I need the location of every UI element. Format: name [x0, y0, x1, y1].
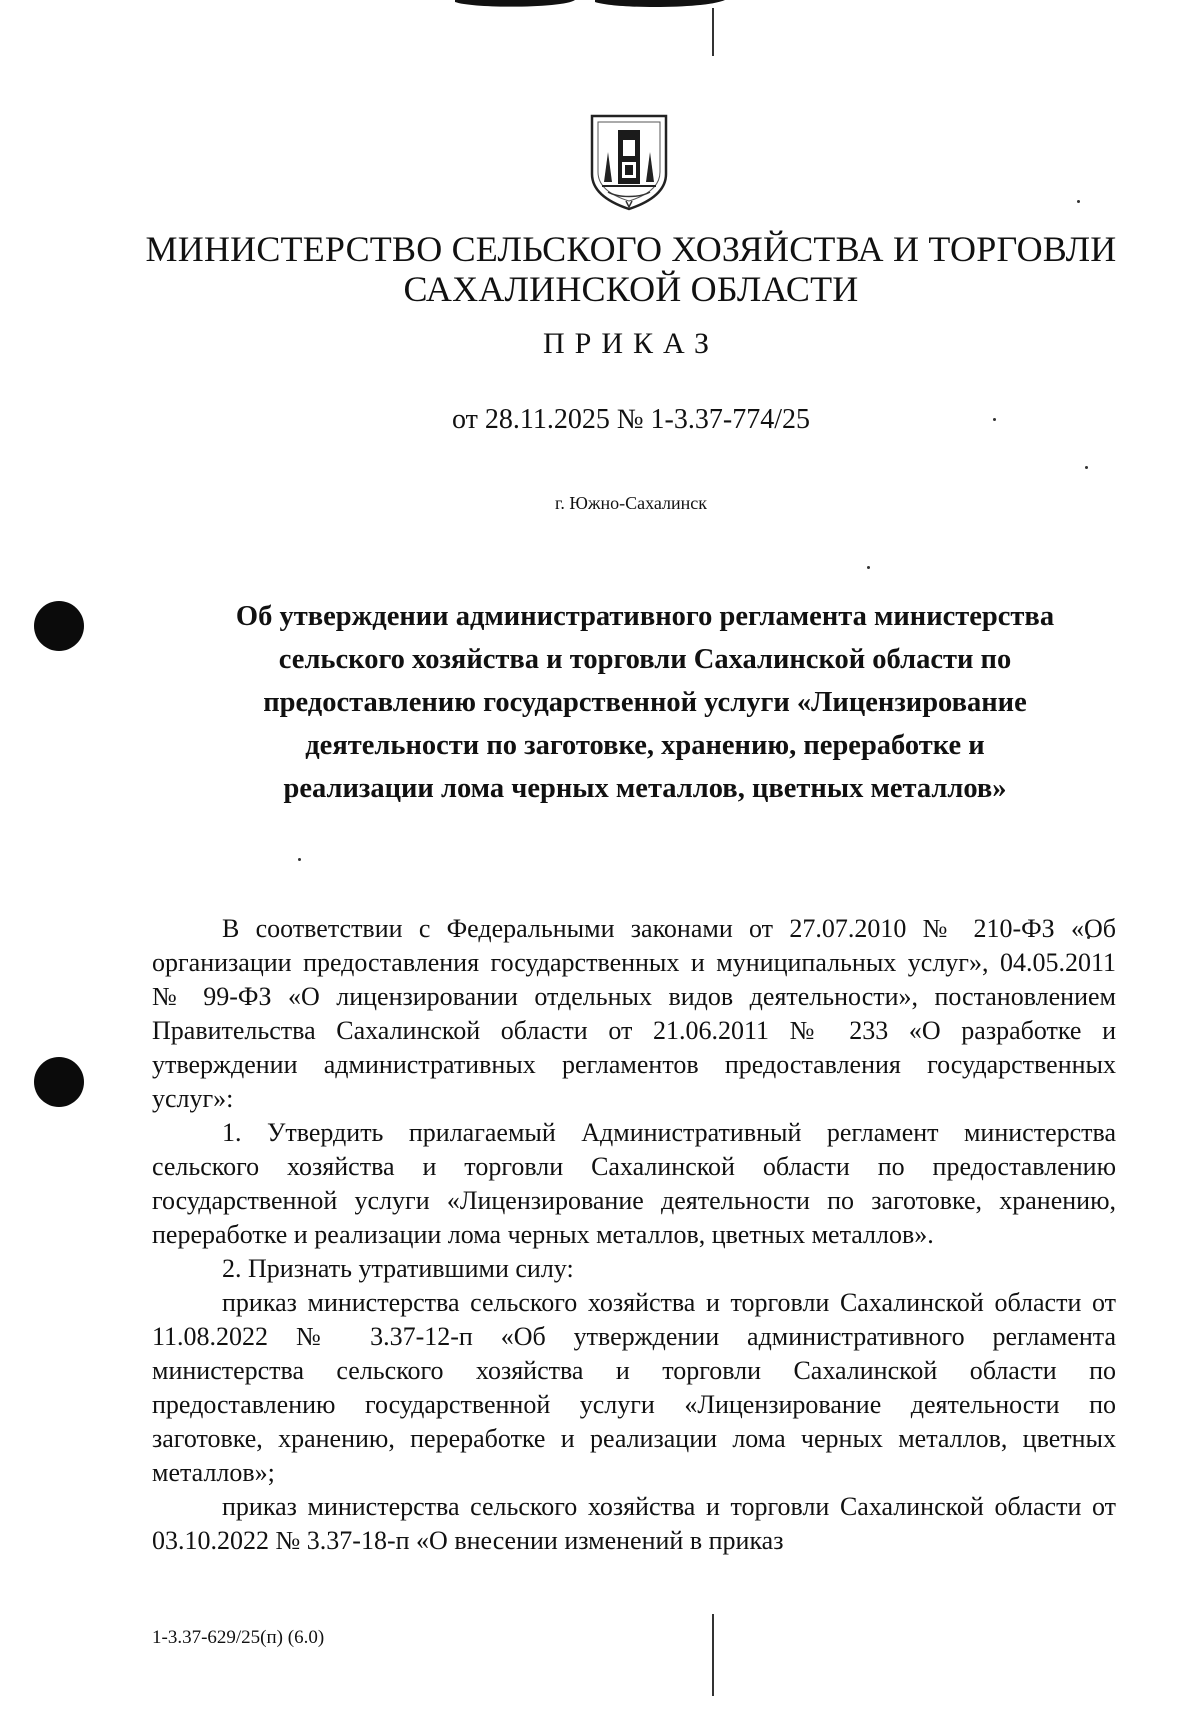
preamble-paragraph: В соответствии с Федеральными законами от 27.07.2010 № 210-ФЗ «Об организации предоставления государственных и муниципальных услуг», 04.05.2011 № 99-ФЗ «О лицензировании отдельных видов деятельности», постановлением Правительства Сахалинской области от 21.06.2011 № 233 «О разработке и утверждении административных регламентов предоставления государственных услуг»: [152, 914, 1116, 1113]
heading-line: сельского хозяйства и торговли Сахалинской области по [278, 644, 1012, 675]
scan-mark-bottom [712, 1614, 714, 1696]
heading-line: деятельности по заготовке, хранению, переработке и [305, 730, 985, 761]
heading-line: Об утверждении административного регламента министерства [235, 601, 1055, 632]
item-2b-paragraph: приказ министерства сельского хозяйства и торговли Сахалинской области от 03.10.2022 № 3.37-18-п «О внесении изменений в приказ [152, 1492, 1116, 1555]
coat-of-arms-icon [584, 112, 674, 212]
ministry-name-line2: САХАЛИНСКОЙ ОБЛАСТИ [403, 269, 859, 309]
heading-line: предоставлению государственной услуги «Лицензирование [263, 687, 1027, 718]
scan-smear [455, 0, 725, 12]
item-2a-paragraph: приказ министерства сельского хозяйства и торговли Сахалинской области от 11.08.2022 № 3.37-12-п «Об утверждении административного регламента министерства сельского хозяйства и торговли Сахалинской области по предоставлению государственной услуги «Лицензирование деятельности по заготовке, хранению, переработке и реализации лома черных металлов, цветных металлов»; [152, 1288, 1116, 1487]
order-subject-heading [150, 595, 1140, 810]
scan-speck [1077, 200, 1080, 203]
item-2-paragraph: 2. Признать утратившими силу: [222, 1254, 574, 1283]
city: г. Южно-Сахалинск [554, 493, 708, 513]
item-1-paragraph: 1. Утвердить прилагаемый Административный регламент министерства сельского хозяйства и торговли Сахалинской области по предоставлению государственной услуги «Лицензирование деятельности по заготовке, хранению, переработке и реализации лома черных металлов, цветных металлов». [152, 1118, 1116, 1249]
scan-speck [867, 566, 870, 569]
scan-mark-top [712, 8, 714, 56]
order-number: от 28.11.2025 № 1-3.37-774/25 [452, 404, 810, 435]
scan-speck [1085, 466, 1088, 469]
order-body [152, 912, 1116, 1558]
order-title: ПРИКАЗ [543, 327, 719, 360]
heading-line: реализации лома черных металлов, цветных металлов» [283, 773, 1007, 804]
scan-speck [298, 858, 301, 861]
punch-hole-bottom [34, 1057, 84, 1107]
document-code: 1-3.37-629/25(п) (6.0) [152, 1627, 325, 1648]
punch-hole-top [34, 601, 84, 651]
ministry-name-line1: МИНИСТЕРСТВО СЕЛЬСКОГО ХОЗЯЙСТВА И ТОРГОВЛИ [145, 229, 1117, 269]
